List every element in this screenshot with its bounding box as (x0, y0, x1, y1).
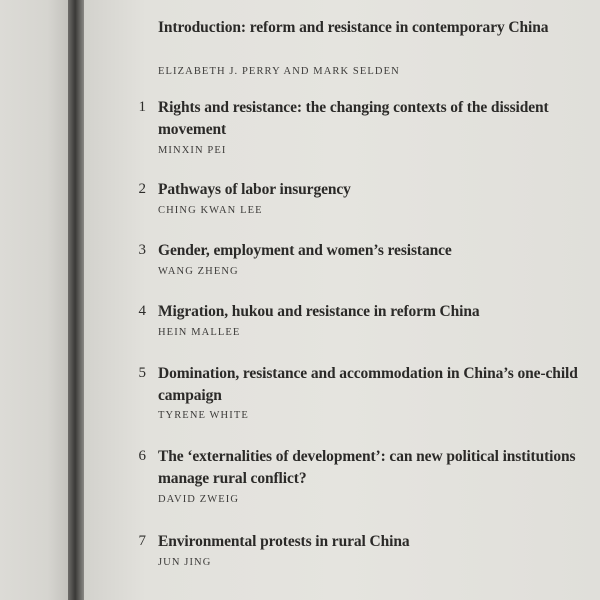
toc-entry-author: JUN JING (158, 557, 212, 568)
toc-entry-title: Pathways of labor insurgency (158, 181, 351, 198)
toc-entry-author: HEIN MALLEE (158, 327, 241, 338)
toc-entry-title: The ‘externalities of development’: can new political institutions manage rural conflict? (158, 448, 576, 487)
toc-entry-title: Rights and resistance: the changing contexts of the dissident movement (158, 99, 549, 138)
toc-entry-number: 2 (138, 181, 146, 197)
toc-entry-title: Domination, resistance and accommodation in China’s one-child campaign (158, 365, 578, 404)
toc-entry-author: DAVID ZWEIG (158, 494, 240, 505)
toc-entry-author: ELIZABETH J. PERRY AND MARK SELDEN (158, 66, 400, 77)
toc-entry-number: 4 (138, 303, 146, 319)
toc-entry-number: 1 (138, 99, 146, 115)
toc-entry-author: TYRENE WHITE (158, 410, 249, 421)
toc-entry-title: Environmental protests in rural China (158, 533, 410, 550)
toc-entry-title: Introduction: reform and resistance in contemporary China (158, 19, 549, 36)
toc-entry-author: MINXIN PEI (158, 145, 227, 156)
toc-entry-author: WANG ZHENG (158, 266, 239, 277)
toc-entry-number: 6 (138, 448, 146, 464)
toc-entry-title: Migration, hukou and resistance in reform China (158, 303, 480, 320)
toc-entry-author: CHING KWAN LEE (158, 205, 263, 216)
toc-entry-number: 7 (138, 533, 146, 549)
toc-entry-number: 5 (138, 365, 146, 381)
toc-entry-number: 3 (138, 242, 146, 258)
toc-entry-title: Gender, employment and women’s resistance (158, 242, 452, 259)
